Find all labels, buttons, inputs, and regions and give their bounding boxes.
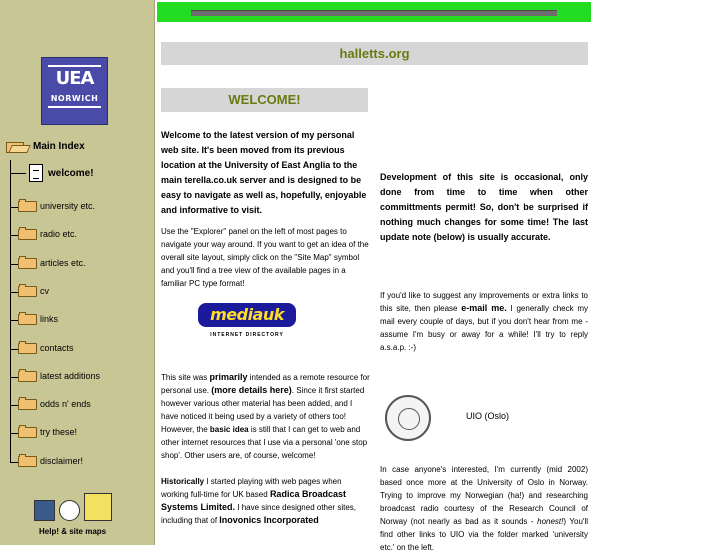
tree-folder-label: contacts [40,342,74,353]
purpose-paragraph [161,371,371,462]
tree-folder-disclaimer[interactable] [18,454,83,467]
suggest-c: I generally check my mail every couple of days, but if you don't hear from me - assume I'm busy or away for a while! I'll try to reply a.s.a.p. :-) [380,304,588,352]
folder-icon [18,341,37,354]
tree-branch-line [10,433,18,434]
mediauk-banner[interactable] [198,303,296,341]
oslo-honest: honest! [537,517,564,526]
tree-folder-label: disclaimer! [40,455,84,466]
tree-folder-label: odds n' ends [40,398,91,409]
p1-e: . Since it first started however various other material has been added, and I have noticed it being used by a variety of others too! However, the [161,386,365,434]
tree-root-main-index[interactable] [6,139,85,154]
tree-branch-line [10,235,18,236]
tree-folder-articles-etc[interactable] [18,256,86,269]
open-folder-icon [6,139,30,154]
folder-icon [18,397,37,410]
site-name-banner [161,42,588,65]
tree-branch-line [10,377,18,378]
oslo-c: ) You'll find other links to UIO via the folder marked 'university etc.' on the left. [380,517,589,552]
folder-icon [18,284,37,297]
p1-g: is still that I can get to web and other internet resources that I use via a personal 'one stop shop'. Other users are, of course, welcome! [161,425,368,460]
folder-icon [18,256,37,269]
welcome-banner [161,88,368,112]
p1-primarily: primarily [209,372,248,382]
help-icons [34,493,112,521]
help-site-maps-label[interactable]: Help! & site maps [39,527,107,536]
tree-folder-odds-n-ends[interactable] [18,397,91,410]
suggest-a: If you'd like to suggest any improvements or extra links to this site, then please [380,291,588,313]
folder-icon [18,454,37,467]
logo-line1: UEA [55,68,94,89]
intro-paragraph: Welcome to the latest version of my personal web site. It's been moved from its previous location at the University of East Anglia to the main terella.co.uk server and is designed to be easy to navigate as well as, hopefully, enjoyable and informative to visit. [161,130,367,215]
tree-folder-label: university etc. [40,200,96,211]
folder-icon [18,425,37,438]
inovonics-link[interactable]: Inovonics Incorporated [219,515,319,525]
email-link[interactable]: e-mail me. [461,303,507,313]
uio-label: UIO (Oslo) [466,411,510,421]
folder-icon [18,312,37,325]
tree-branch-line [10,292,18,293]
history-paragraph [161,475,371,527]
tree-folder-label: radio etc. [40,228,78,239]
oslo-paragraph [380,463,588,554]
tree-folder-label: articles etc. [40,257,86,268]
tree-branch-line [10,462,18,463]
tree-folder-label: cv [40,285,49,296]
uio-seal-icon[interactable] [385,395,431,441]
help-map-icon[interactable] [34,500,55,521]
uea-norwich-logo[interactable] [41,57,108,125]
tree-item-welcome[interactable] [29,164,94,182]
welcome-title: WELCOME! [228,92,301,107]
tree-guide-line [10,160,11,462]
explorer-sidebar [0,0,155,545]
suggest-paragraph [380,289,588,354]
right-column [380,170,588,367]
p2-d: I have since designed other sites, including that of [161,503,356,525]
logo-bar-top [48,65,101,67]
tree-folder-university-etc[interactable] [18,199,95,212]
p1-c: intended as a remote resource for personal use. [161,373,370,395]
development-paragraph: Development of this site is occasional, only done from time to time when other committments permit! So, don't be surprised if nothing much changes for some time! The last update note (below) is usually accurate. [380,172,588,242]
folder-icon [18,369,37,382]
left-column [161,128,371,540]
compass-icon[interactable] [59,500,80,521]
folder-icon [18,227,37,240]
explorer-paragraph: Use the "Explorer" panel on the left of most pages to navigate your way around. If you want to get an idea of the overall site layout, simply click on the "Site Map" symbol and you'll find a tree view of the available pages in a familiar PC type format! [161,227,369,288]
p1-basic-idea: basic idea [209,425,249,434]
tree-folder-label: latest additions [40,370,101,381]
more-details-link[interactable]: (more details here) [211,385,292,395]
tree-branch-line [10,405,18,406]
tree-folder-contacts[interactable] [18,341,74,354]
logo-bar-bottom [48,106,101,108]
tree-branch-line [10,207,18,208]
tree-branch-line [10,320,18,321]
radica-link[interactable]: Radica Broadcast Systems Limited. [161,489,346,512]
tree-root-label: Main Index [33,141,85,152]
mediauk-logo: mediauk [198,303,296,327]
tree-branch-line [10,173,26,174]
p2-b: I started playing with web pages when working full-time for UK based [161,477,342,499]
logo-line2: NORWICH [50,94,99,103]
mediauk-sub: INTERNET DIRECTORY [210,332,284,338]
site-map-icon[interactable] [84,493,112,521]
tree-folder-try-these[interactable] [18,425,77,438]
tree-folder-links[interactable] [18,312,58,325]
tree-branch-line [10,349,18,350]
tree-item-label: welcome! [48,167,94,179]
top-bar-slot [191,10,557,16]
oslo-a: In case anyone's interested, I'm currently (mid 2002) based once more at the University of Oslo in Norway. Trying to improve my Norwegian (ha!) and researching broadcast radio courtesy of the Research Council of Norway (not nearly as bad as it sounds - [380,465,588,526]
folder-icon [18,199,37,212]
top-nav-bar [157,2,591,22]
tree-branch-line [10,264,18,265]
p1-a: This site was [161,373,210,382]
tree-folder-cv[interactable] [18,284,49,297]
p2-historically: Historically [161,477,205,486]
tree-folder-label: links [40,313,59,324]
site-name: halletts.org [339,46,410,61]
tree-folder-latest-additions[interactable] [18,369,100,382]
tree-folder-label: try these! [40,426,78,437]
document-icon [29,164,43,182]
tree-folder-radio-etc[interactable] [18,227,77,240]
